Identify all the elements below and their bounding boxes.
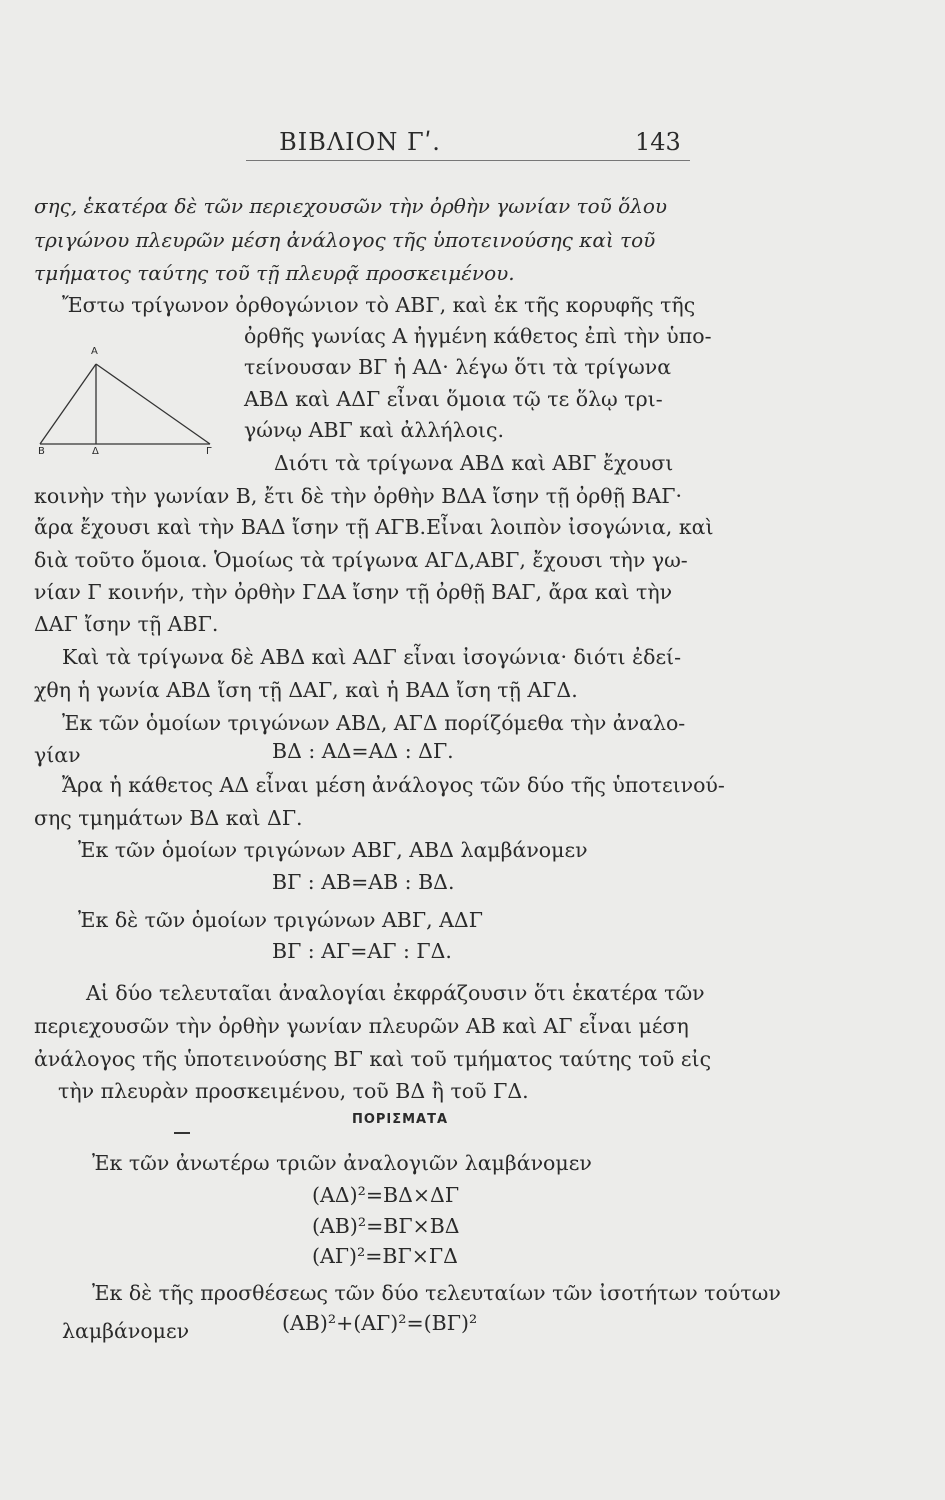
- text-line: Ἐκ τῶν ὁμοίων τριγώνων ΑΒΓ, ΑΒΔ λαμβάνομεν: [78, 838, 588, 862]
- text-line: τὴν πλευρὰν προσκειμένου, τοῦ ΒΔ ἢ τοῦ ΓΔ.: [58, 1079, 529, 1103]
- section-dash: [174, 1132, 190, 1134]
- section-heading: ΠΟΡΙΣΜΑΤΑ: [351, 1112, 449, 1127]
- text-line: περιεχουσῶν τὴν ὀρθὴν γωνίαν πλευρῶν ΑΒ καὶ ΑΓ εἶναι μέση: [34, 1014, 689, 1038]
- text-line: ΑΒΔ καὶ ΑΔΓ εἶναι ὅμοια τῷ τε ὅλῳ τρι-: [244, 387, 663, 411]
- page-number: 143: [635, 128, 681, 156]
- text-line: χθη ἡ γωνία ΑΒΔ ἴση τῇ ΔΑΓ, καὶ ἡ ΒΑΔ ἴση τῇ ΑΓΔ.: [34, 678, 578, 702]
- text-line: σης, ἑκατέρα δὲ τῶν περιεχουσῶν τὴν ὀρθὴν γωνίαν τοῦ ὅλου: [34, 194, 668, 218]
- text-line: Διότι τὰ τρίγωνα ΑΒΔ καὶ ΑΒΓ ἔχουσι: [274, 451, 674, 475]
- text-line: ὀρθῆς γωνίας Α ἠγμένη κάθετος ἐπὶ τὴν ὑπο-: [244, 324, 712, 348]
- formula-line: (ΑΓ)²=ΒΓ×ΓΔ: [312, 1244, 458, 1268]
- header-rule: [246, 160, 690, 161]
- running-header-title: ΒΙΒΛΙΟΝ Γʹ.: [279, 128, 441, 156]
- text-line: σης τμημάτων ΒΔ καὶ ΔΓ.: [34, 806, 303, 830]
- text-line: τείνουσαν ΒΓ ἡ ΑΔ· λέγω ὅτι τὰ τρίγωνα: [244, 355, 672, 379]
- formula-line: (ΑΒ)²+(ΑΓ)²=(ΒΓ)²: [282, 1311, 478, 1335]
- text-line: Ἐκ τῶν ὁμοίων τριγώνων ΑΒΔ, ΑΓΔ πορίζόμεθα τὴν ἀναλο-: [62, 711, 686, 735]
- formula-line: ΒΓ : ΑΒ=ΑΒ : ΒΔ.: [272, 870, 455, 894]
- text-line: τριγώνου πλευρῶν μέση ἀνάλογος τῆς ὑποτεινούσης καὶ τοῦ: [34, 228, 656, 252]
- triangle-diagram: [34, 350, 224, 460]
- text-line: Ἐκ δὲ τῶν ὁμοίων τριγώνων ΑΒΓ, ΑΔΓ: [78, 908, 483, 932]
- text-line: λαμβάνομεν: [62, 1319, 190, 1343]
- text-line: Καὶ τὰ τρίγωνα δὲ ΑΒΔ καὶ ΑΔΓ εἶναι ἰσογώνια· διότι ἐδεί-: [62, 645, 682, 669]
- formula-line: (ΑΔ)²=ΒΔ×ΔΓ: [312, 1183, 460, 1207]
- text-line: τμήματος ταύτης τοῦ τῇ πλευρᾷ προσκειμένου.: [34, 261, 515, 285]
- triangle-figure: [34, 346, 224, 460]
- formula-line: (ΑΒ)²=ΒΓ×ΒΔ: [312, 1214, 460, 1238]
- text-line: Ἐκ δὲ τῆς προσθέσεως τῶν δύο τελευταίων τῶν ἰσοτήτων τούτων: [92, 1281, 781, 1305]
- text-line: ΔΑΓ ἴσην τῇ ΑΒΓ.: [34, 612, 219, 636]
- vertex-label-a: A: [91, 346, 98, 357]
- text-line: Αἱ δύο τελευταῖαι ἀναλογίαι ἐκφράζουσιν ὅτι ἑκατέρα τῶν: [86, 981, 705, 1005]
- text-line: διὰ τοῦτο ὅμοια. Ὁμοίως τὰ τρίγωνα ΑΓΔ,ΑΒΓ, ἔχουσι τὴν γω-: [34, 548, 688, 572]
- vertex-label-b: B: [38, 446, 45, 457]
- vertex-label-g: Γ: [206, 446, 212, 457]
- text-line: ἀνάλογος τῆς ὑποτεινούσης ΒΓ καὶ τοῦ τμήματος ταύτης τοῦ εἰς: [34, 1047, 712, 1071]
- text-line: γίαν: [34, 743, 81, 767]
- text-line: κοινὴν τὴν γωνίαν Β, ἔτι δὲ τὴν ὀρθὴν ΒΔΑ ἴσην τῇ ὀρθῇ ΒΑΓ·: [34, 484, 683, 508]
- formula-line: ΒΔ : ΑΔ=ΑΔ : ΔΓ.: [272, 739, 454, 763]
- text-line: γώνῳ ΑΒΓ καὶ ἀλλήλοις.: [244, 418, 504, 442]
- text-line: Ἔστω τρίγωνον ὀρθογώνιον τὸ ΑΒΓ, καὶ ἐκ τῆς κορυφῆς τῆς: [62, 293, 696, 317]
- vertex-label-d: Δ: [92, 446, 99, 457]
- text-line: Ἄρα ἡ κάθετος ΑΔ εἶναι μέση ἀνάλογος τῶν δύο τῆς ὑποτεινού-: [62, 773, 725, 797]
- formula-line: ΒΓ : ΑΓ=ΑΓ : ΓΔ.: [272, 939, 452, 963]
- text-line: ἄρα ἔχουσι καὶ τὴν ΒΑΔ ἴσην τῇ ΑΓΒ.Εἶναι λοιπὸν ἰσογώνια, καὶ: [34, 515, 714, 539]
- text-line: Ἐκ τῶν ἀνωτέρω τριῶν ἀναλογιῶν λαμβάνομεν: [92, 1151, 592, 1175]
- text-line: νίαν Γ κοινήν, τὴν ὀρθὴν ΓΔΑ ἴσην τῇ ὀρθῇ ΒΑΓ, ἄρα καὶ τὴν: [34, 580, 673, 604]
